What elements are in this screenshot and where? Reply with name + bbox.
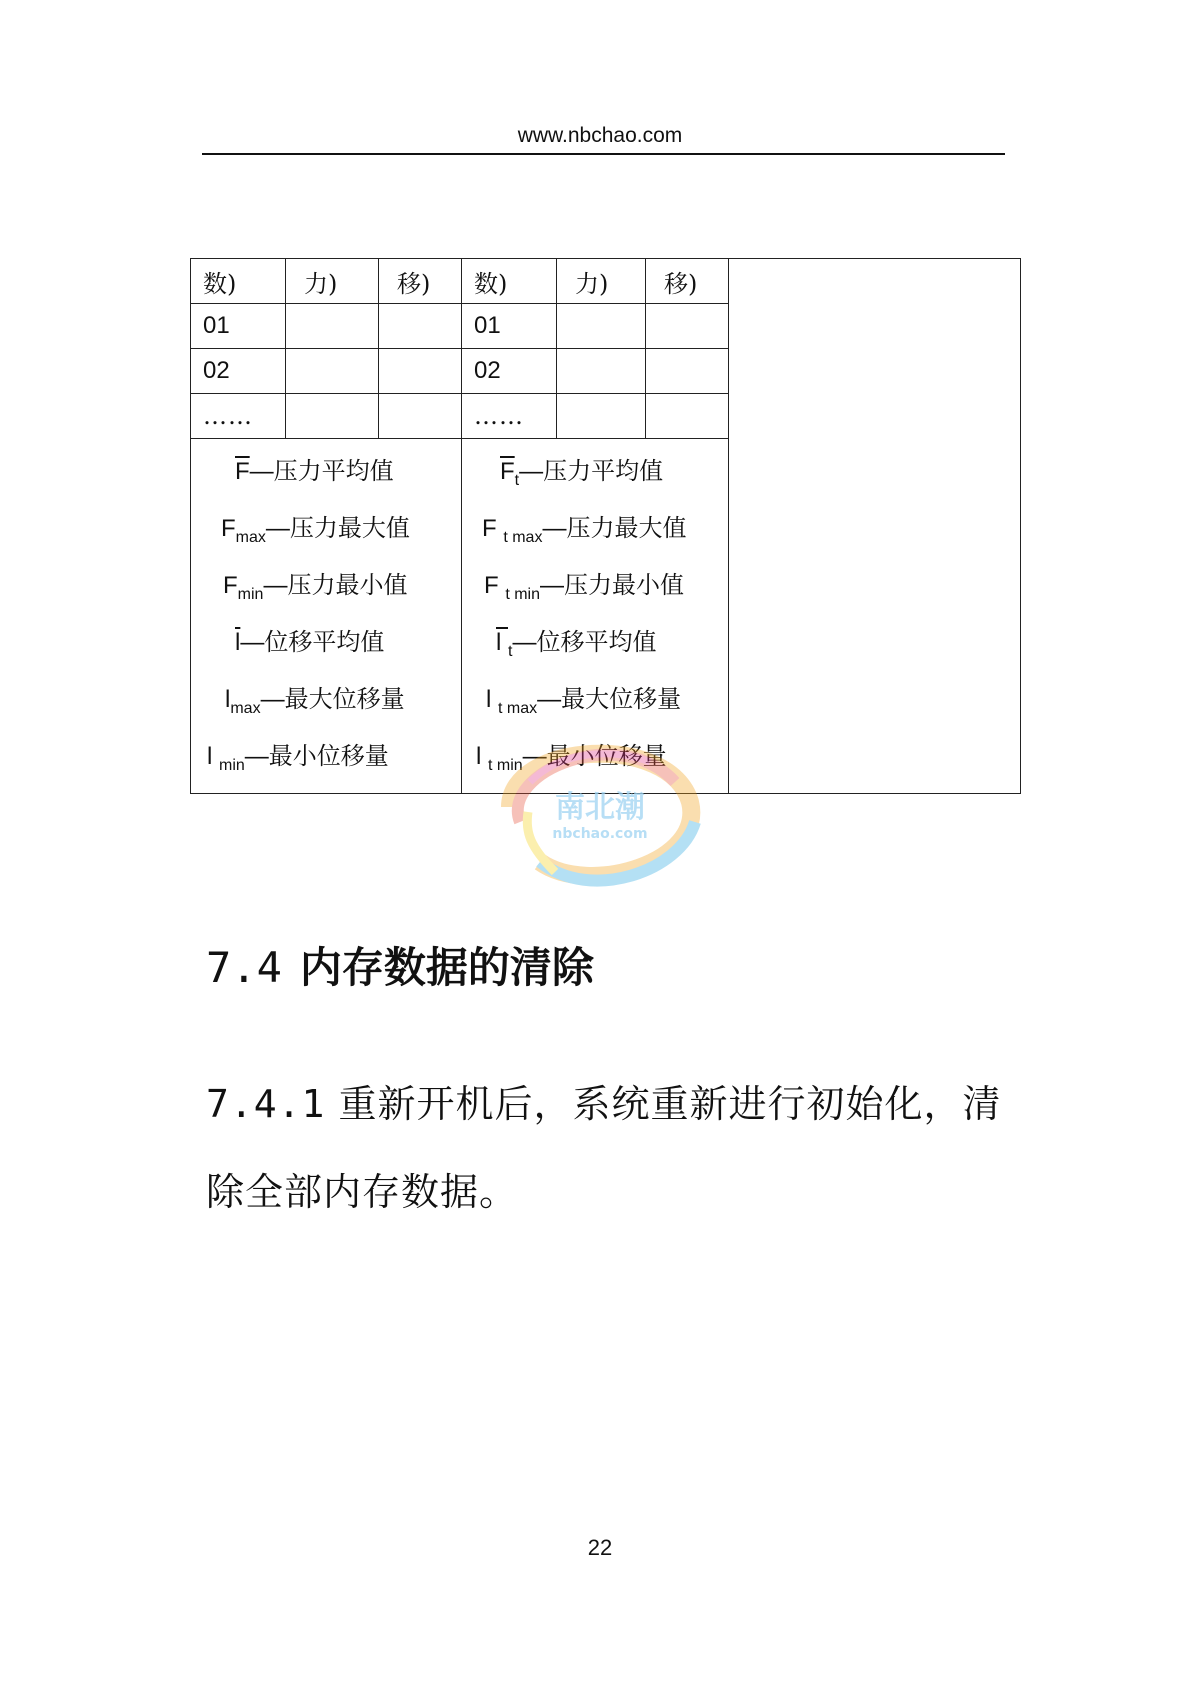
table-cell	[379, 304, 462, 349]
legend-dash: —	[260, 686, 285, 713]
legend-left-list	[191, 451, 461, 793]
legend-dash: —	[244, 743, 269, 770]
legend-dash: —	[249, 458, 274, 485]
table-cell	[286, 304, 379, 349]
legend-line	[191, 451, 461, 508]
legend-description: 最大位移量	[284, 685, 405, 713]
legend-description: 压力最小值	[287, 571, 408, 599]
legend-subscript: min	[219, 757, 245, 774]
legend-line	[191, 622, 461, 679]
legend-symbol: F	[482, 515, 504, 542]
legend-subscript: min	[237, 586, 264, 603]
table-cell: ……	[462, 394, 557, 439]
legend-line	[191, 508, 461, 565]
table-header-row	[191, 259, 1021, 304]
legend-line	[191, 736, 461, 793]
legend-symbol: l	[207, 743, 219, 770]
legend-symbol: l	[476, 743, 488, 770]
legend-description: 压力平均值	[543, 457, 664, 485]
legend-left	[191, 439, 462, 794]
legend-description: 位移平均值	[264, 628, 385, 656]
table-cell: 01	[462, 304, 557, 349]
legend-dash: —	[240, 629, 265, 656]
section-title: 内存数据的清除	[299, 943, 594, 992]
legend-dash: —	[522, 743, 547, 770]
table-cell	[646, 394, 729, 439]
nbchao-watermark-logo	[470, 712, 730, 912]
table-header-cell: 数)	[191, 259, 286, 304]
legend-description: 位移平均值	[536, 628, 657, 656]
legend-description: 最小位移量	[268, 742, 389, 770]
legend-line	[462, 622, 728, 679]
paragraph	[206, 1060, 1006, 1236]
legend-symbol: $\overline{F}$	[500, 458, 515, 485]
legend-symbol: F	[221, 515, 236, 542]
table-cell	[557, 394, 646, 439]
legend-subscript: max	[230, 700, 261, 717]
legend-description: 压力最大值	[289, 514, 410, 542]
header-site: www.nbchao.com	[517, 124, 683, 147]
legend-dash: —	[265, 515, 290, 542]
legend-line	[462, 508, 728, 565]
legend-subscript: max	[235, 529, 266, 546]
table-header-cell: 移)	[379, 259, 462, 304]
table-cell: 01	[191, 304, 286, 349]
legend-subscript: t min	[505, 586, 540, 603]
legend-symbol: l	[486, 686, 498, 713]
paragraph-text: 重新开机后，系统重新进行初始化，清除全部内存数据。	[206, 1082, 1002, 1214]
legend-dash: —	[512, 629, 537, 656]
legend-description: 压力平均值	[273, 457, 394, 485]
page-number: 22	[587, 1535, 613, 1560]
legend-dash: —	[540, 572, 564, 599]
legend-description: 压力最小值	[564, 571, 684, 599]
table-cell: 02	[191, 349, 286, 394]
table-cell	[646, 349, 729, 394]
table-empty-column	[729, 259, 1021, 794]
legend-description: 最小位移量	[546, 742, 667, 770]
table-cell	[557, 349, 646, 394]
section-number: 7.4	[206, 943, 282, 992]
header-rule	[202, 153, 1005, 155]
legend-dash: —	[263, 572, 288, 599]
legend-dash: —	[519, 458, 544, 485]
legend-symbol: F	[484, 572, 506, 599]
table-header-cell: 数)	[462, 259, 557, 304]
legend-symbol: l	[496, 629, 508, 656]
table-cell: 02	[462, 349, 557, 394]
legend-description: 最大位移量	[561, 685, 682, 713]
legend-subscript: t min	[488, 757, 523, 774]
table-header-cell: 力)	[557, 259, 646, 304]
watermark-en: nbchao.com	[552, 826, 648, 842]
table-header-cell: 力)	[286, 259, 379, 304]
legend-subscript: t max	[498, 700, 538, 717]
legend-dash: —	[537, 686, 562, 713]
legend-symbol: l	[225, 686, 231, 713]
section-heading	[206, 935, 594, 995]
legend-line	[191, 679, 461, 736]
legend-line	[462, 451, 728, 508]
legend-dash: —	[542, 515, 567, 542]
legend-symbol: $\overline{l}$	[235, 629, 241, 656]
table-cell	[557, 304, 646, 349]
table-cell	[286, 349, 379, 394]
legend-symbol: $\overline{F}$	[235, 458, 250, 485]
legend-subscript: t	[514, 472, 520, 489]
legend-line	[191, 565, 461, 622]
legend-line	[462, 565, 728, 622]
table-cell	[379, 394, 462, 439]
legend-subscript: t	[508, 643, 513, 660]
table-cell	[379, 349, 462, 394]
legend-symbol: F	[223, 572, 238, 599]
legend-subscript: t max	[503, 529, 543, 546]
watermark-cn: 南北潮	[555, 790, 645, 825]
table-cell: ……	[191, 394, 286, 439]
paragraph-number: 7.4.1	[206, 1082, 326, 1126]
table-header-cell: 移)	[646, 259, 729, 304]
table-cell	[646, 304, 729, 349]
legend-description: 压力最大值	[566, 514, 687, 542]
table-cell	[286, 394, 379, 439]
